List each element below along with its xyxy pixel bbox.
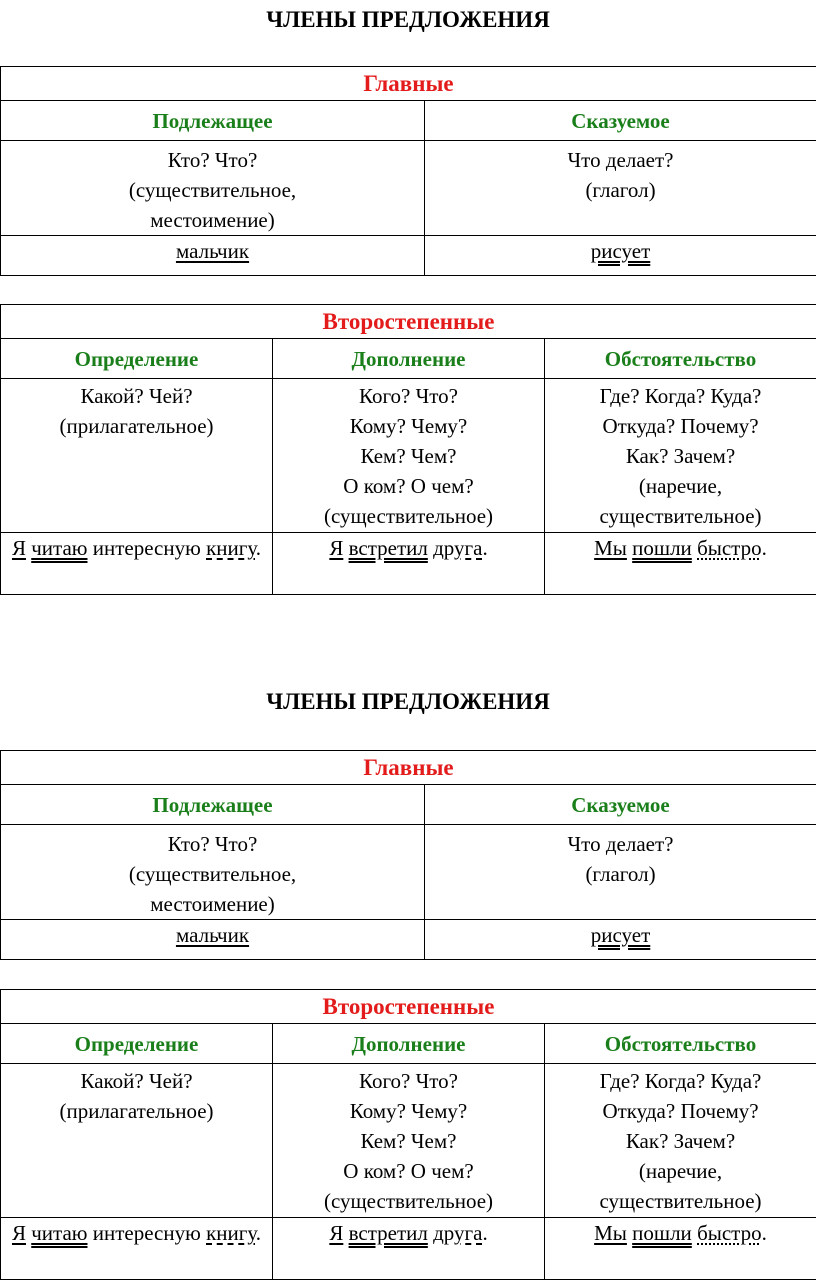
main-members-table — [0, 750, 816, 960]
example-word: быстро — [697, 1221, 762, 1245]
subject-questions: Кто? Что? (существительное, местоимение) — [1, 141, 425, 236]
attribute-label: Определение — [1, 1024, 273, 1064]
adverbial-questions: Где? Когда? Куда? Откуда? Почему? Как? Зачем? (наречие, существительное) — [545, 1064, 816, 1218]
example-word: книгу — [206, 1221, 256, 1245]
predicate-example: рисует — [590, 239, 651, 263]
adverbial-example — [545, 533, 816, 595]
subject-label: Подлежащее — [1, 785, 425, 825]
main-members-header: Главные — [1, 751, 816, 785]
attribute-questions: Какой? Чей? (прилагательное) — [1, 379, 273, 533]
page-title: ЧЛЕНЫ ПРЕДЛОЖЕНИЯ — [266, 7, 550, 32]
subject-example: мальчик — [175, 239, 250, 263]
object-example — [273, 1218, 545, 1280]
predicate-label: Сказуемое — [425, 785, 816, 825]
example-word: друга — [433, 1221, 483, 1245]
example-word: Я — [11, 536, 26, 560]
predicate-example: рисует — [590, 923, 651, 947]
example-punct: . — [482, 1221, 488, 1245]
example-word: Я — [329, 536, 344, 560]
example-word: интересную — [87, 1221, 207, 1245]
example-word: читаю — [31, 536, 88, 560]
secondary-members-header: Второстепенные — [1, 305, 816, 339]
example-word: интересную — [87, 536, 207, 560]
object-questions: Кого? Что? Кому? Чему? Кем? Чем? О ком? О чем? (существительное) — [273, 1064, 545, 1218]
attribute-label: Определение — [1, 339, 273, 379]
predicate-example-cell — [425, 236, 816, 276]
adverbial-questions: Где? Когда? Куда? Откуда? Почему? Как? Зачем? (наречие, существительное) — [545, 379, 816, 533]
object-label: Дополнение — [273, 1024, 545, 1064]
example-word: Я — [329, 1221, 344, 1245]
example-word: быстро — [697, 536, 762, 560]
predicate-questions: Что делает? (глагол) — [425, 141, 816, 236]
example-word: встретил — [348, 1221, 428, 1245]
predicate-label: Сказуемое — [425, 101, 816, 141]
attribute-example — [1, 1218, 273, 1280]
example-punct: . — [761, 536, 767, 560]
adverbial-label: Обстоятельство — [545, 339, 816, 379]
attribute-questions: Какой? Чей? (прилагательное) — [1, 1064, 273, 1218]
example-word: Мы — [594, 1221, 627, 1245]
example-word: книгу — [206, 536, 256, 560]
example-word: Я — [11, 1221, 26, 1245]
example-word: пошли — [632, 536, 692, 560]
subject-example-cell — [1, 920, 425, 960]
example-punct: . — [761, 1221, 767, 1245]
secondary-members-header: Второстепенные — [1, 990, 816, 1024]
main-members-table — [0, 66, 816, 276]
attribute-example — [1, 533, 273, 595]
example-word: читаю — [31, 1221, 88, 1245]
secondary-members-table — [0, 989, 816, 1280]
example-punct: . — [255, 1221, 262, 1245]
main-members-header: Главные — [1, 67, 816, 101]
adverbial-label: Обстоятельство — [545, 1024, 816, 1064]
example-punct: . — [255, 536, 262, 560]
adverbial-example — [545, 1218, 816, 1280]
object-example — [273, 533, 545, 595]
page-title: ЧЛЕНЫ ПРЕДЛОЖЕНИЯ — [266, 689, 550, 714]
subject-questions: Кто? Что? (существительное, местоимение) — [1, 825, 425, 920]
example-word: встретил — [348, 536, 428, 560]
subject-example-cell — [1, 236, 425, 276]
object-label: Дополнение — [273, 339, 545, 379]
example-word: друга — [433, 536, 483, 560]
predicate-example-cell — [425, 920, 816, 960]
example-word: Мы — [594, 536, 627, 560]
subject-label: Подлежащее — [1, 101, 425, 141]
subject-example: мальчик — [175, 923, 250, 947]
example-word: пошли — [632, 1221, 692, 1245]
predicate-questions: Что делает? (глагол) — [425, 825, 816, 920]
example-punct: . — [482, 536, 488, 560]
object-questions: Кого? Что? Кому? Чему? Кем? Чем? О ком? О чем? (существительное) — [273, 379, 545, 533]
secondary-members-table — [0, 304, 816, 595]
